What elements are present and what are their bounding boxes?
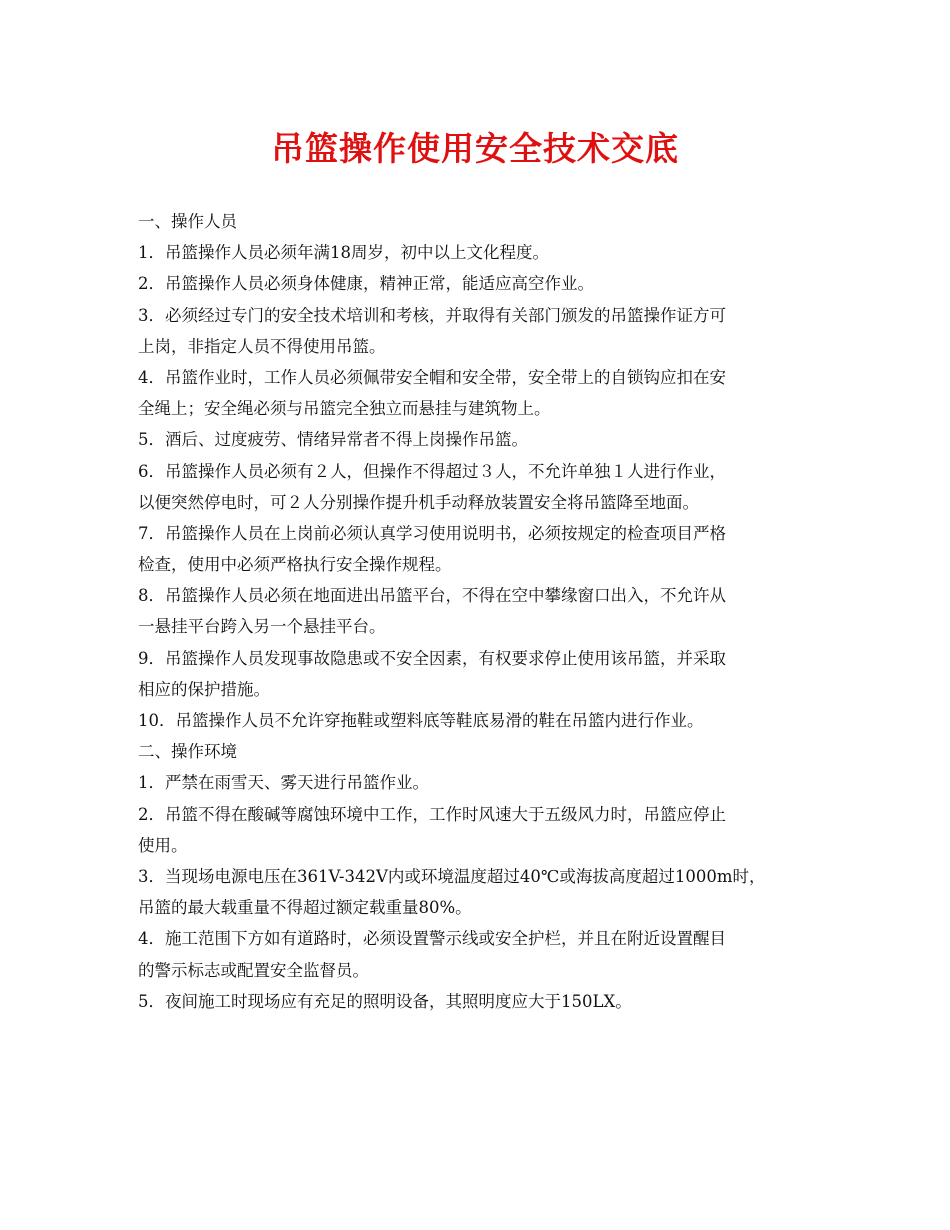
paragraph-line: 相应的保护措施。 bbox=[138, 679, 270, 699]
document-body bbox=[138, 206, 838, 1017]
paragraph-line: 9．吊篮操作人员发现事故隐患或不安全因素，有权要求停止使用该吊篮，并采取 bbox=[138, 648, 726, 668]
paragraph-line: 全绳上；安全绳必须与吊篮完全独立而悬挂与建筑物上。 bbox=[138, 399, 551, 419]
paragraph-line: 的警示标志或配置安全监督员。 bbox=[138, 960, 369, 980]
paragraph-line: 上岗，非指定人员不得使用吊篮。 bbox=[138, 336, 386, 356]
paragraph-line: 8．吊篮操作人员必须在地面进出吊篮平台，不得在空中攀缘窗口出入，不允许从 bbox=[138, 586, 726, 606]
paragraph-line: 7．吊篮操作人员在上岗前必须认真学习使用说明书，必须按规定的检查项目严格 bbox=[138, 523, 726, 543]
paragraph-line: 3．必须经过专门的安全技术培训和考核，并取得有关部门颁发的吊篮操作证方可 bbox=[138, 305, 726, 325]
paragraph-line: 2．吊篮操作人员必须身体健康，精神正常，能适应高空作业。 bbox=[138, 274, 594, 294]
paragraph-line: 一悬挂平台跨入另一个悬挂平台。 bbox=[138, 617, 386, 637]
paragraph-line: 吊篮的最大载重量不得超过额定载重量80%。 bbox=[138, 898, 472, 918]
paragraph-line: 1．吊篮操作人员必须年满18周岁，初中以上文化程度。 bbox=[138, 243, 549, 263]
section-heading-operators: 一、操作人员 bbox=[138, 212, 237, 231]
paragraph-line: 4．吊篮作业时，工作人员必须佩带安全帽和安全带，安全带上的自锁钩应扣在安 bbox=[138, 367, 726, 387]
section-heading-environment: 二、操作环境 bbox=[138, 742, 237, 762]
paragraph-line: 3．当现场电源电压在361V-342V内或环境温度超过40℃或海拔高度超过1000m时， bbox=[138, 866, 766, 886]
paragraph-line: 检查，使用中必须严格执行安全操作规程。 bbox=[138, 555, 452, 575]
paragraph-line: 以便突然停电时，可２人分别操作提升机手动释放装置安全将吊篮降至地面。 bbox=[138, 492, 699, 512]
paragraph-line: 使用。 bbox=[138, 835, 188, 855]
paragraph-line: 2．吊篮不得在酸碱等腐蚀环境中工作，工作时风速大于五级风力时，吊篮应停止 bbox=[138, 804, 726, 824]
paragraph-line: 5．酒后、过度疲劳、情绪异常者不得上岗操作吊篮。 bbox=[138, 430, 528, 450]
page-title: 吊篮操作使用安全技术交底 bbox=[271, 129, 679, 168]
paragraph-line: 10．吊篮操作人员不允许穿拖鞋或塑料底等鞋底易滑的鞋在吊篮内进行作业。 bbox=[138, 711, 704, 730]
paragraph-line: 6．吊篮操作人员必须有２人，但操作不得超过３人，不允许单独１人进行作业， bbox=[138, 461, 726, 481]
paragraph-line: 4．施工范围下方如有道路时，必须设置警示线或安全护栏，并且在附近设置醒目 bbox=[138, 929, 726, 949]
paragraph-line: 1．严禁在雨雪天、雾天进行吊篮作业。 bbox=[138, 773, 429, 793]
paragraph-line: 5．夜间施工时现场应有充足的照明设备，其照明度应大于150LX。 bbox=[138, 991, 632, 1011]
